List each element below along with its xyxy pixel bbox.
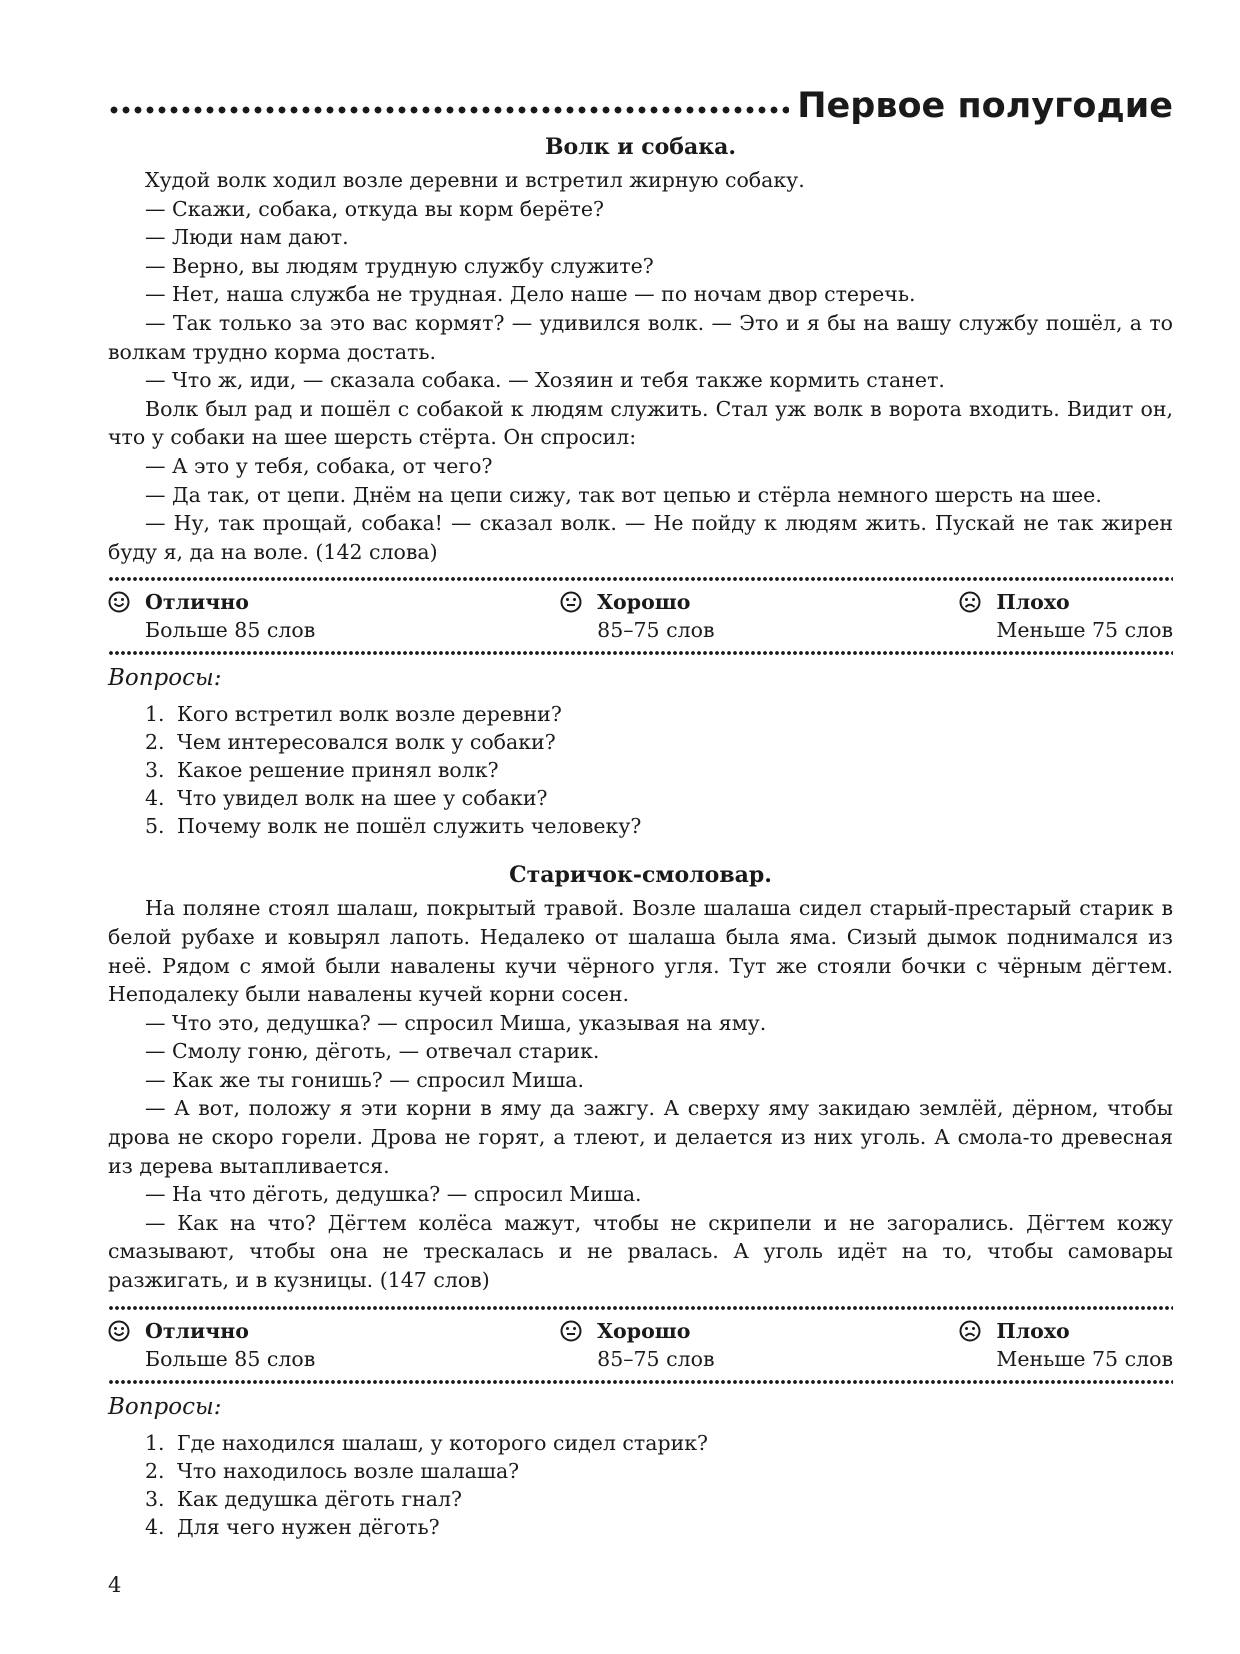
neutral-face-icon: [560, 591, 582, 613]
rating-value: Больше 85 слов: [145, 618, 316, 643]
page-number: 4: [108, 1573, 122, 1597]
story-paragraph: Худой волк ходил возле деревни и встретил жирную собаку.: [145, 168, 805, 192]
question-text: Чем интересовался волк у собаки?: [177, 730, 556, 755]
rating-header: [959, 588, 1173, 616]
section-header: [108, 72, 1173, 124]
question-number: 3.: [145, 758, 165, 783]
story-paragraph: — Люди нам дают.: [145, 225, 349, 250]
story-paragraph: — На что дёготь, дедушка? — спросил Миша.: [145, 1182, 642, 1207]
neutral-face-icon: [560, 1320, 582, 1342]
question-number: 5.: [145, 814, 165, 839]
questions-list: [108, 700, 1173, 840]
rating-label: Хорошо: [597, 1318, 691, 1343]
rating-item: [959, 588, 1173, 644]
story-paragraph: На поляне стоял шалаш, покрытый травой. Возле шалаша сидел старый-престарый старик в белой рубахе и ковырял лапоть. Недалеко от шалаша была яма. Сизый дымок поднимался из неё. Рядом с ямой были навалены кучи чёрного угля. Тут же стояли бочки с чёрным дёгтем. Неподалеку были навалены кучей корни сосен.: [108, 896, 1173, 1007]
question-number: 4.: [145, 786, 165, 811]
story-paragraph: — Ну, так прощай, собака! — сказал волк. — Не пойду к людям жить. Пускай не так жирен буду я, да на воле. (142 слова): [108, 511, 1173, 564]
reading-rating-scale: [108, 582, 1173, 646]
sad-face-icon: [959, 591, 981, 613]
story-paragraph: — Верно, вы людям трудную службу служите?: [145, 253, 654, 278]
header-dotted-leader: [108, 105, 789, 115]
story-paragraph: — Что это, дедушка? — спросил Миша, указывая на яму.: [145, 1010, 767, 1035]
rating-value: 85–75 слов: [597, 618, 715, 643]
story-paragraph: — Да так, от цепи. Днём на цепи сижу, так вот цепью и стёрла немного шерсть на шее.: [145, 482, 1102, 507]
rating-value: Меньше 75 слов: [996, 618, 1173, 643]
question-item: [145, 700, 1173, 728]
rating-item: [108, 1317, 315, 1373]
question-number: 3.: [145, 1486, 165, 1511]
questions-heading: Вопросы:: [108, 665, 222, 692]
smile-face-icon: [108, 1320, 130, 1342]
story-paragraph: — А вот, положу я эти корни в яму да зажгу. А сверху яму закидаю землёй, дёрном, чтобы дрова не скоро горели. Дрова не горят, а тлеют, и делается из них уголь. А смола-то древесная из дерева вытапливается.: [108, 1096, 1173, 1178]
question-number: 4.: [145, 1514, 165, 1539]
story-paragraph: — Как же ты гонишь? — спросил Миша.: [145, 1067, 585, 1092]
question-item: [145, 812, 1173, 840]
rating-label: Плохо: [996, 1318, 1070, 1343]
question-number: 2.: [145, 730, 165, 755]
rating-item: [560, 1317, 714, 1373]
question-item: [145, 756, 1173, 784]
question-item: [145, 1485, 1173, 1513]
question-item: [145, 1429, 1173, 1457]
story-paragraph: — Скажи, собака, откуда вы корм берёте?: [145, 196, 604, 221]
question-text: Как дедушка дёготь гнал?: [177, 1486, 462, 1511]
stories-container: [108, 132, 1173, 1541]
rating-header: [108, 1317, 315, 1345]
section-title: Первое полугодие: [797, 86, 1173, 126]
rating-item: [959, 1317, 1173, 1373]
rating-header: [108, 588, 315, 616]
story-title: Старичок-смоловар.: [509, 862, 772, 889]
question-text: Почему волк не пошёл служить человеку?: [177, 814, 642, 839]
story-section: [108, 860, 1173, 1540]
rating-header: [560, 1317, 714, 1345]
rating-item: [560, 588, 714, 644]
story-paragraph: — Нет, наша служба не трудная. Дело наше — по ночам двор стеречь.: [145, 282, 916, 307]
story-paragraph: — Как на что? Дёгтем колёса мажут, чтобы не скрипели и не загорались. Дёгтем кожу смазывают, чтобы она не трескалась и не рвалась. А уголь идёт на то, чтобы самовары разжигать, и в кузницы. (147 слов): [108, 1210, 1173, 1293]
story-paragraph: — Что ж, иди, — сказала собака. — Хозяин и тебя также кормить станет.: [145, 368, 945, 393]
rating-header: [560, 588, 714, 616]
question-item: [145, 728, 1173, 756]
question-text: Что увидел волк на шее у собаки?: [177, 786, 548, 811]
rating-header: [959, 1317, 1173, 1345]
rating-label: Плохо: [996, 590, 1070, 615]
rating-label: Отлично: [145, 590, 249, 615]
reading-rating-scale: [108, 1311, 1173, 1375]
smile-face-icon: [108, 591, 130, 613]
question-text: Что находилось возле шалаша?: [177, 1458, 520, 1483]
story-paragraph: — Так только за это вас кормят? — удивился волк. — Это и я бы на вашу службу пошёл, а то волкам трудно корма достать.: [108, 310, 1173, 364]
rating-item: [108, 588, 315, 644]
question-text: Кого встретил волк возле деревни?: [177, 702, 562, 727]
story-paragraph: Волк был рад и пошёл с собакой к людям служить. Стал уж волк в ворота входить. Видит он, что у собаки на шее шерсть стёрта. Он спросил:: [108, 396, 1173, 450]
rating-value: Больше 85 слов: [145, 1346, 316, 1371]
rating-label: Отлично: [145, 1318, 249, 1343]
story-paragraph: — А это у тебя, собака, от чего?: [145, 453, 493, 478]
story-title: Волк и собака.: [544, 134, 737, 160]
sad-face-icon: [959, 1320, 981, 1342]
rating-value: Меньше 75 слов: [996, 1346, 1173, 1371]
question-number: 1.: [145, 702, 165, 727]
rating-value: 85–75 слов: [597, 1346, 715, 1371]
page: [108, 72, 1173, 1541]
question-item: [145, 1457, 1173, 1485]
questions-heading: Вопросы:: [108, 1393, 222, 1420]
rating-label: Хорошо: [597, 590, 691, 615]
dotted-divider: [108, 1379, 1173, 1385]
question-text: Для чего нужен дёготь?: [177, 1514, 440, 1539]
question-number: 2.: [145, 1458, 165, 1483]
question-number: 1.: [145, 1430, 165, 1455]
question-text: Где находился шалаш, у которого сидел старик?: [177, 1430, 709, 1455]
story-section: [108, 132, 1173, 840]
question-text: Какое решение принял волк?: [177, 758, 499, 783]
dotted-divider: [108, 650, 1173, 656]
question-item: [145, 1513, 1173, 1541]
question-item: [145, 784, 1173, 812]
questions-list: [108, 1429, 1173, 1541]
story-paragraph: — Смолу гоню, дёготь, — отвечал старик.: [145, 1039, 600, 1064]
